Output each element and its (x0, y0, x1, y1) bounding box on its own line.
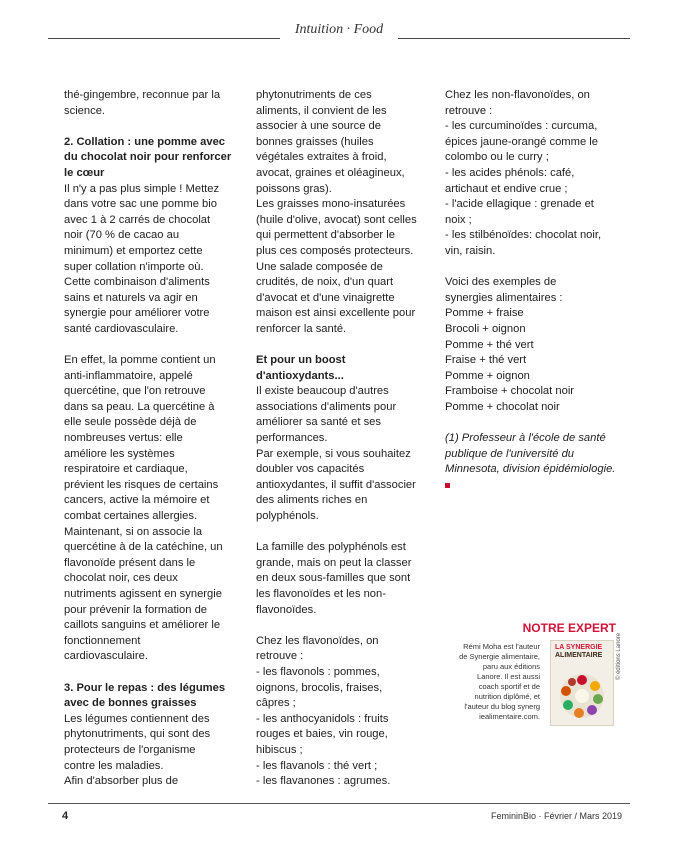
paragraph (256, 540, 444, 618)
text-line: retrouve : (445, 104, 493, 117)
text-line: Minnesota, division épidémiologie. (445, 463, 616, 476)
text-line: - les flavanones : agrumes. (256, 775, 391, 788)
text-line: améliore les systèmes (64, 447, 175, 460)
food-plate-illustration (557, 671, 607, 721)
text-line: dans sa peau. La quercétine à (64, 400, 215, 413)
article-column-2 (256, 88, 444, 790)
paragraph (256, 88, 444, 338)
text-line: épices jaune-orangé comme le (445, 135, 598, 148)
text-line: poissons gras). (256, 182, 332, 195)
paragraph (64, 88, 252, 119)
text-line: d'avocat et d'une vinaigrette (256, 291, 395, 304)
text-line: avec de bonnes graisses (64, 697, 197, 710)
text-line: quercétine, que l'on retrouve (64, 385, 206, 398)
text-line: renforcer la santé. (256, 322, 347, 335)
text-line: performances. (256, 432, 328, 445)
text-line: - les curcuminoïdes : curcuma, (445, 120, 598, 133)
paragraph (64, 182, 252, 338)
text-line: (huile d'olive, avocat) sont celles (256, 213, 417, 226)
text-line: polyphénols. (256, 510, 319, 523)
text-line: l'auteur du blog synerg (464, 702, 540, 711)
text-line: synergies alimentaires : (445, 291, 563, 304)
book-cover-image (550, 640, 614, 726)
subheading-snack (64, 135, 252, 182)
text-line: Afin d'absorber plus de (64, 775, 179, 788)
book-brand-line-1: LA SYNERGIE (555, 644, 603, 651)
text-line: chocolat noir, ces deux (64, 572, 178, 585)
text-line: Pomme + thé vert (445, 338, 534, 351)
text-line: retrouve : (256, 650, 304, 663)
text-line: les flavonoïdes et les non- (256, 588, 386, 600)
page-number: 4 (62, 810, 69, 822)
text-line: maison est ainsi excellente pour (256, 307, 416, 320)
text-line: publique de l'université du (445, 447, 575, 460)
text-line: La famille des polyphénols est (256, 541, 406, 554)
text-line: Pomme + oignon (445, 369, 530, 382)
text-line: crudités, de noix, d'un quart (256, 276, 394, 289)
text-line: associer à une source de (256, 120, 382, 133)
text-line: colombo ou le curry ; (445, 151, 549, 164)
text-line: coach sportif et de (478, 682, 540, 691)
text-line: noir (70 % de cacao au (64, 229, 180, 242)
text-line: nutrition diplômé, et (474, 692, 540, 701)
text-line: de Synergie alimentaire, (459, 652, 540, 661)
text-line: doubler vos capacités (256, 463, 365, 476)
text-line: associations d'aliments pour (256, 400, 397, 413)
subheading-meal (64, 681, 252, 712)
text-line: fonctionnement (64, 634, 141, 647)
text-line: - les acides phénols: café, (445, 166, 575, 179)
section-title: Intuition · Food (294, 22, 384, 37)
text-line: des aliments riches en (256, 494, 368, 507)
text-line: bonnes graisses (huiles (256, 135, 374, 148)
text-line: Une salade composée de (256, 260, 383, 273)
text-line: améliorer sa santé et ses (256, 416, 381, 429)
text-line: rouges et baies, vin rouge, (256, 728, 388, 741)
text-line: - les flavonols : pommes, (256, 665, 380, 678)
text-line: Il n'y a pas plus simple ! Mettez (64, 182, 220, 195)
text-line: Pomme + fraise (445, 307, 524, 320)
text-line: nombreuses vertus: elle (64, 432, 183, 445)
text-line: anti-inflammatoire, appelé (64, 369, 193, 382)
subheading-antioxidants (256, 353, 444, 384)
paragraph (445, 88, 633, 260)
text-line: (1) Professeur à l'école de santé (445, 432, 606, 445)
text-line: nutriments agissent en synergie (64, 588, 222, 600)
text-line: paru aux éditions (482, 662, 540, 671)
footnote (445, 431, 633, 478)
text-line: Pomme + chocolat noir (445, 400, 560, 413)
paragraph (256, 634, 444, 790)
text-line: Les graisses mono-insaturées (256, 198, 406, 211)
text-line: phytonutriments, qui sont des (64, 728, 211, 741)
footer-rule (48, 803, 630, 804)
text-line: grande, mais on peut la classer (256, 556, 412, 569)
text-line: dans votre sac une pomme bio (64, 198, 217, 211)
text-line: - les flavanols : thé vert ; (256, 759, 378, 772)
text-line: flavonoïdes. (256, 603, 317, 616)
text-line: Lanore. Il est aussi (477, 672, 540, 681)
text-line: santé cardiovasculaire. (64, 322, 179, 335)
text-line: combat certaines allergies. (64, 510, 198, 523)
text-line: Il existe beaucoup d'autres (256, 385, 389, 398)
text-line: Les légumes contiennent des (64, 712, 210, 725)
paragraph (256, 384, 444, 524)
text-line: pour prévenir la formation de (64, 603, 208, 616)
text-line: Maintenant, si on associe la (64, 525, 203, 538)
text-line: câpres ; (256, 697, 296, 710)
paragraph (64, 353, 252, 665)
text-line: plus ces composés protecteurs. (256, 244, 414, 257)
photo-credit: © éditions Lanore (616, 632, 622, 680)
text-line: avocat, graines et oléagineux, (256, 166, 405, 179)
text-line: oignons, brocolis, fraises, (256, 681, 383, 694)
text-line: qui permettent d'absorber le (256, 229, 395, 242)
text-line: - l'acide ellagique : grenade et (445, 198, 594, 211)
end-of-article-mark (445, 483, 450, 488)
text-line: thé-gingembre, reconnue par la (64, 89, 221, 101)
text-line: végétales extraites à froid, (256, 151, 387, 164)
text-line: elle seule possède déjà de (64, 416, 197, 429)
text-line: Rémi Moha est l'auteur (463, 642, 540, 651)
text-line: Par exemple, si vous souhaitez (256, 447, 411, 460)
header-rule-right (398, 38, 630, 39)
text-line: quercétine à de la catéchine, un (64, 541, 223, 554)
text-line: cardiovasculaire. (64, 650, 148, 663)
text-line: protecteurs de l'organisme (64, 743, 196, 756)
text-line: Fraise + thé vert (445, 354, 527, 367)
text-line: noix ; (445, 213, 472, 226)
text-line: cancers, active la mémoire et (64, 494, 210, 507)
expert-bio (448, 642, 540, 722)
text-line: Framboise + chocolat noir (445, 385, 575, 398)
synergy-list (445, 275, 633, 415)
text-line: - les stilbénoïdes: chocolat noir, (445, 229, 602, 242)
text-line: Brocoli + oignon (445, 322, 526, 335)
expert-title: NOTRE EXPERT (522, 621, 616, 635)
text-line: antioxydantes, il suffit d'associer (256, 478, 416, 491)
book-brand-line-2: ALIMENTAIRE (555, 652, 603, 659)
text-line: hibiscus ; (256, 743, 303, 756)
text-line: Cette combinaison d'aliments (64, 276, 210, 289)
text-line: 2. Collation : une pomme avec (64, 135, 226, 148)
text-line: science. (64, 104, 106, 117)
text-line: prévient les risques de certains (64, 478, 219, 491)
text-line: avec 1 à 2 carrés de chocolat (64, 213, 211, 226)
text-line: en deux sous-familles que sont (256, 572, 411, 585)
article-column-3 (445, 88, 633, 493)
header-rule-left (48, 38, 280, 39)
text-line: respiratoire et cardiaque, (64, 463, 188, 476)
text-line: artichaut et endive crue ; (445, 182, 568, 195)
text-line: super collation n'importe où. (64, 260, 204, 273)
text-line: En effet, la pomme contient un (64, 354, 216, 367)
text-line: phytonutriments de ces (256, 89, 372, 101)
text-line: vin, raisin. (445, 244, 496, 257)
text-line: Chez les non-flavonoïdes, on (445, 89, 590, 101)
text-line: le cœur (64, 166, 105, 179)
text-line: iealimentaire.com. (479, 712, 540, 721)
text-line: minimum) et emportez cette (64, 244, 203, 257)
article-column-1 (64, 88, 252, 790)
text-line: 3. Pour le repas : des légumes (64, 681, 226, 694)
text-line: Chez les flavonoïdes, on (256, 634, 379, 647)
text-line: synergie pour améliorer votre (64, 307, 210, 320)
text-line: - les anthocyanidols : fruits (256, 712, 389, 725)
publication-info: FemininBio · Février / Mars 2019 (490, 811, 622, 821)
paragraph (64, 712, 252, 790)
text-line: du chocolat noir pour renforcer (64, 151, 232, 164)
text-line: contre les maladies. (64, 759, 164, 772)
text-line: sains et naturels va agir en (64, 291, 198, 304)
text-line: aliments, il convient de les (256, 104, 387, 117)
text-line: Voici des exemples de (445, 276, 557, 289)
text-line: caillots sanguins et améliorer le (64, 619, 221, 632)
text-line: Et pour un boost (256, 354, 346, 367)
text-line: flavonoïde présent dans le (64, 556, 196, 569)
text-line: d'antioxydants... (256, 369, 344, 382)
